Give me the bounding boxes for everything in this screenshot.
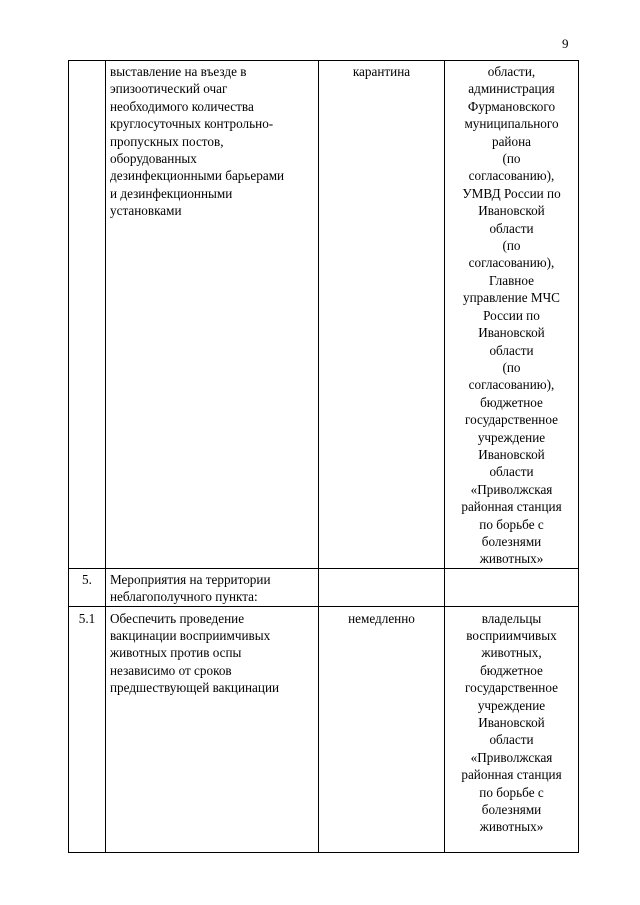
responsible-line: области, bbox=[487, 64, 536, 79]
responsible-line: «Приволжская bbox=[470, 749, 553, 765]
responsible-line: управление МЧС bbox=[463, 290, 560, 306]
responsible-line: (по bbox=[502, 359, 521, 375]
row-number: 5. bbox=[82, 571, 92, 587]
responsible-line: согласованию), bbox=[468, 168, 555, 184]
responsible-line: Ивановской bbox=[478, 203, 545, 219]
responsible-line: по борьбе с bbox=[479, 516, 544, 532]
term-text: немедленно bbox=[348, 610, 415, 626]
responsible-line: УМВД России по bbox=[462, 185, 561, 201]
responsible-cell bbox=[445, 61, 579, 569]
measures-table bbox=[68, 60, 579, 853]
responsible-line: Ивановской bbox=[478, 446, 545, 462]
responsible-line: администрация bbox=[468, 81, 555, 97]
responsible-line: животных» bbox=[479, 819, 544, 835]
responsible-line: районная станция bbox=[461, 767, 562, 783]
row-number: 5.1 bbox=[78, 610, 96, 626]
action-line: вакцинации восприимчивых bbox=[110, 628, 271, 643]
term-cell bbox=[319, 568, 445, 606]
action-line: Обеспечить проведение bbox=[110, 610, 245, 626]
responsible-line: по борьбе с bbox=[479, 784, 544, 800]
responsible-line: Ивановской bbox=[478, 325, 545, 341]
action-line: предшествующей вакцинации bbox=[110, 680, 280, 696]
action-cell bbox=[106, 568, 319, 606]
responsible-line: области bbox=[489, 220, 534, 236]
responsible-cell bbox=[445, 568, 579, 606]
responsible-line: Ивановской bbox=[478, 715, 545, 731]
responsible-line: области bbox=[489, 732, 534, 748]
table-row bbox=[69, 61, 579, 569]
action-line: Мероприятия на территории bbox=[110, 571, 271, 587]
responsible-line: (по bbox=[502, 238, 521, 254]
action-line: выставление на въезде в bbox=[110, 64, 247, 79]
row-number-cell bbox=[69, 568, 106, 606]
action-line: животных против оспы bbox=[110, 645, 242, 661]
responsible-line: области bbox=[489, 464, 534, 480]
row-number-cell bbox=[69, 606, 106, 852]
responsible-line: согласованию), bbox=[468, 377, 555, 393]
action-line: независимо от сроков bbox=[110, 662, 232, 678]
responsible-line: района bbox=[491, 133, 531, 149]
responsible-line: болезнями bbox=[481, 533, 542, 549]
action-cell bbox=[106, 606, 319, 852]
action-cell bbox=[106, 61, 319, 569]
action-line: установками bbox=[110, 203, 182, 219]
responsible-line: муниципального bbox=[464, 116, 559, 132]
responsible-line: учреждение bbox=[477, 429, 546, 445]
table-row bbox=[69, 606, 579, 852]
responsible-line: восприимчивых bbox=[466, 628, 557, 643]
responsible-line: болезнями bbox=[481, 802, 542, 818]
responsible-line: государственное bbox=[465, 680, 558, 696]
page-number: 9 bbox=[562, 36, 569, 51]
term-cell bbox=[319, 61, 445, 569]
term-text: карантина bbox=[352, 64, 411, 79]
responsible-line: животных, bbox=[481, 645, 542, 661]
table-row bbox=[69, 568, 579, 606]
responsible-line: владельцы bbox=[481, 610, 542, 626]
responsible-line: согласованию), bbox=[468, 255, 555, 271]
responsible-line: России по bbox=[483, 307, 540, 323]
term-cell bbox=[319, 606, 445, 852]
action-line: оборудованных bbox=[110, 151, 197, 167]
action-line: необходимого количества bbox=[110, 98, 254, 114]
action-line: пропускных постов, bbox=[110, 133, 224, 149]
action-line: дезинфекционными барьерами bbox=[110, 168, 285, 184]
action-line: и дезинфекционными bbox=[110, 185, 233, 201]
responsible-line: «Приволжская bbox=[470, 481, 553, 497]
responsible-line: области bbox=[489, 342, 534, 358]
action-line: круглосуточных контрольно- bbox=[110, 116, 274, 132]
action-line: эпизоотический очаг bbox=[110, 81, 228, 97]
responsible-line: Фурмановского bbox=[467, 98, 556, 114]
responsible-line: Главное bbox=[489, 272, 534, 288]
responsible-cell bbox=[445, 606, 579, 852]
row-number-cell bbox=[69, 61, 106, 569]
responsible-line: бюджетное bbox=[480, 394, 543, 410]
responsible-line: (по bbox=[502, 151, 521, 167]
action-line: неблагополучного пункта: bbox=[110, 589, 258, 605]
responsible-line: бюджетное bbox=[480, 662, 543, 678]
responsible-line: районная станция bbox=[461, 499, 562, 515]
responsible-line: государственное bbox=[465, 412, 558, 428]
responsible-line: учреждение bbox=[477, 697, 546, 713]
responsible-line: животных» bbox=[479, 551, 544, 567]
